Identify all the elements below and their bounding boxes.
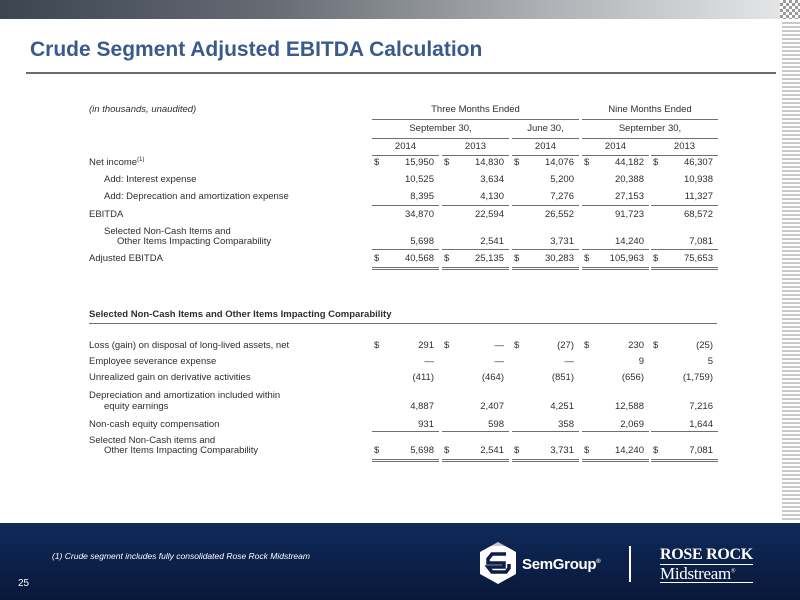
table-cell: 14,240 <box>614 445 644 456</box>
table-cell: 26,552 <box>544 209 574 220</box>
table-cell: (464) <box>481 372 504 383</box>
dollar-sign: $ <box>653 253 659 264</box>
table-cell: 5,698 <box>410 445 434 456</box>
total-double-rule <box>372 267 439 268</box>
header-year: 2013 <box>464 141 487 152</box>
dollar-sign: $ <box>374 340 380 351</box>
header-rule <box>442 155 509 156</box>
subtotal-rule <box>372 249 439 250</box>
table-cell: — <box>564 356 574 367</box>
total-double-rule <box>442 459 509 460</box>
row-label: Other Items Impacting Comparability <box>104 445 259 456</box>
total-double-rule <box>582 269 649 270</box>
subtotal-rule <box>582 249 649 250</box>
table-cell: (27) <box>557 340 574 351</box>
subtotal-rule <box>651 249 718 250</box>
row-label-net-income: Net income$^{(1)}$ <box>89 156 145 168</box>
table-cell: 7,276 <box>550 191 574 202</box>
dollar-sign: $ <box>584 253 590 264</box>
header-rule <box>372 155 439 156</box>
total-double-rule <box>651 269 718 270</box>
header-rule <box>372 119 579 120</box>
table-cell: (851) <box>551 372 574 383</box>
table-cell: 2,069 <box>620 419 644 430</box>
header-rule <box>372 138 509 139</box>
page-number: 25 <box>18 578 30 589</box>
rose-rock-logo <box>660 547 753 583</box>
table-cell: 34,870 <box>404 209 434 220</box>
semgroup-logo <box>476 540 606 586</box>
total-double-rule <box>512 269 579 270</box>
table-cell: 11,327 <box>684 191 713 202</box>
table-cell: 46,307 <box>683 157 713 168</box>
dollar-sign: $ <box>444 157 450 168</box>
table-cell: (656) <box>621 372 644 383</box>
unit-note: (in thousands, unaudited) <box>89 104 197 115</box>
dollar-sign: $ <box>444 340 450 351</box>
table-cell: 4,130 <box>480 191 504 202</box>
dollar-sign: $ <box>584 445 590 456</box>
total-double-rule <box>372 459 439 460</box>
row-label: Loss (gain) on disposal of long-lived assets, net <box>89 340 290 351</box>
table-cell: 2,407 <box>480 401 504 412</box>
table-cell: 40,568 <box>404 253 434 264</box>
table-cell: 10,525 <box>404 174 434 185</box>
header-rule <box>512 155 579 156</box>
table-cell: 7,081 <box>689 236 713 247</box>
subtotal-rule <box>651 431 718 432</box>
table-cell: 5,698 <box>410 236 434 247</box>
subtotal-rule <box>442 431 509 432</box>
dollar-sign: $ <box>444 253 450 264</box>
slide-title: Crude Segment Adjusted EBITDA Calculation <box>30 38 483 61</box>
header-rule <box>582 155 649 156</box>
header-september-30: September 30, <box>618 123 682 134</box>
header-gradient-bar <box>0 0 780 19</box>
row-label: Other Items Impacting Comparability <box>117 236 272 247</box>
subtotal-rule <box>442 249 509 250</box>
row-label: Unrealized gain on derivative activities <box>89 372 251 383</box>
table-cell: 4,251 <box>550 401 574 412</box>
row-label: EBITDA <box>89 209 124 220</box>
subtotal-rule <box>582 431 649 432</box>
table-cell: 3,731 <box>550 445 574 456</box>
header-rule <box>582 119 718 120</box>
total-double-rule <box>372 461 439 462</box>
subtotal-rule <box>442 205 509 206</box>
header-year: 2014 <box>604 141 627 152</box>
dollar-sign: $ <box>374 445 380 456</box>
dollar-sign: $ <box>514 157 520 168</box>
table-cell: 10,938 <box>683 174 713 185</box>
table-cell: 14,240 <box>614 236 644 247</box>
table-cell: 598 <box>488 419 504 430</box>
side-stripe-pattern <box>782 22 800 522</box>
total-double-rule <box>651 461 718 462</box>
section-heading: Selected Non-Cash Items and Other Items Impacting Comparability <box>89 309 392 320</box>
row-label: Add: Interest expense <box>104 174 197 185</box>
table-cell: 291 <box>418 340 434 351</box>
row-label: equity earnings <box>104 401 169 412</box>
table-cell: 358 <box>558 419 574 430</box>
header-june-30: June 30, <box>527 123 564 134</box>
table-cell: 14,830 <box>474 157 504 168</box>
total-double-rule <box>372 269 439 270</box>
dollar-sign: $ <box>653 445 659 456</box>
table-cell: 30,283 <box>544 253 574 264</box>
dollar-sign: $ <box>584 157 590 168</box>
dollar-sign: $ <box>514 445 520 456</box>
table-cell: 7,216 <box>689 401 713 412</box>
total-double-rule <box>582 459 649 460</box>
table-cell: 15,950 <box>404 157 434 168</box>
dollar-sign: $ <box>653 157 659 168</box>
table-cell: 2,541 <box>480 445 504 456</box>
dollar-sign: $ <box>374 253 380 264</box>
table-cell: 12,588 <box>614 401 644 412</box>
total-double-rule <box>512 459 579 460</box>
table-cell: 3,731 <box>550 236 574 247</box>
table-cell: 105,963 <box>609 253 644 264</box>
header-rule <box>582 138 718 139</box>
total-double-rule <box>442 267 509 268</box>
table-cell: 2,541 <box>480 236 504 247</box>
subtotal-rule <box>582 205 649 206</box>
header-year: 2014 <box>394 141 417 152</box>
table-cell: 9 <box>638 356 644 367</box>
table-cell: — <box>494 340 504 351</box>
table-cell: 5 <box>707 356 713 367</box>
rose-rock-wordmark: ROSE ROCK <box>660 546 753 563</box>
table-cell: 75,653 <box>683 253 713 264</box>
dollar-sign: $ <box>653 340 659 351</box>
table-cell: 22,594 <box>474 209 504 220</box>
subtotal-rule <box>512 205 579 206</box>
corner-pattern <box>780 0 800 19</box>
semgroup-wordmark: SemGroup® <box>522 556 601 573</box>
table-cell: 14,076 <box>544 157 574 168</box>
title-divider <box>26 72 776 74</box>
dollar-sign: $ <box>514 340 520 351</box>
table-cell: 3,634 <box>480 174 504 185</box>
header-three-months: Three Months Ended <box>431 104 520 115</box>
table-cell: 7,081 <box>689 445 713 456</box>
table-cell: 931 <box>418 419 434 430</box>
table-cell: 8,395 <box>410 191 434 202</box>
row-label: Depreciation and amortization included within <box>89 390 281 401</box>
subtotal-rule <box>372 431 439 432</box>
row-label: Add: Deprecation and amortization expense <box>104 191 289 202</box>
footnote: (1) Crude segment includes fully consolidated Rose Rock Midstream <box>52 551 310 561</box>
row-label: Employee severance expense <box>89 356 217 367</box>
row-label: Selected Non-Cash Items and <box>104 226 231 237</box>
row-label: Non-cash equity compensation <box>89 419 220 430</box>
total-double-rule <box>651 267 718 268</box>
table-cell: 4,887 <box>410 401 434 412</box>
total-double-rule <box>582 461 649 462</box>
row-label: Adjusted EBITDA <box>89 253 163 264</box>
table-cell: 1,644 <box>689 419 713 430</box>
table-cell: (1,759) <box>682 372 713 383</box>
table-cell: 25,135 <box>474 253 504 264</box>
total-double-rule <box>512 461 579 462</box>
midstream-wordmark: Midstream® <box>660 564 753 583</box>
section-rule <box>89 323 717 324</box>
subtotal-rule <box>512 249 579 250</box>
subtotal-rule <box>512 431 579 432</box>
header-nine-months: Nine Months Ended <box>608 104 692 115</box>
subtotal-rule <box>651 205 718 206</box>
table-cell: — <box>494 356 504 367</box>
header-rule <box>512 138 579 139</box>
subtotal-rule <box>372 205 439 206</box>
header-year: 2013 <box>673 141 696 152</box>
table-cell: — <box>424 356 434 367</box>
table-cell: 91,723 <box>614 209 644 220</box>
total-double-rule <box>442 269 509 270</box>
dollar-sign: $ <box>444 445 450 456</box>
table-cell: 5,200 <box>550 174 574 185</box>
dollar-sign: $ <box>514 253 520 264</box>
row-label: Selected Non-Cash items and <box>89 435 216 446</box>
dollar-sign: $ <box>584 340 590 351</box>
total-double-rule <box>442 461 509 462</box>
table-cell: 20,388 <box>614 174 644 185</box>
semgroup-mark-icon <box>476 540 520 586</box>
total-double-rule <box>651 459 718 460</box>
header-september-30: September 30, <box>409 123 472 134</box>
table-cell: 230 <box>628 340 644 351</box>
table-cell: (411) <box>412 372 434 383</box>
table-cell: 68,572 <box>683 209 713 220</box>
table-cell: 44,182 <box>614 157 644 168</box>
header-year: 2014 <box>534 141 557 152</box>
dollar-sign: $ <box>374 157 380 168</box>
table-cell: 27,153 <box>614 191 644 202</box>
table-cell: (25) <box>696 340 713 351</box>
header-rule <box>651 155 718 156</box>
total-double-rule <box>512 267 579 268</box>
logo-divider <box>629 546 631 582</box>
total-double-rule <box>582 267 649 268</box>
